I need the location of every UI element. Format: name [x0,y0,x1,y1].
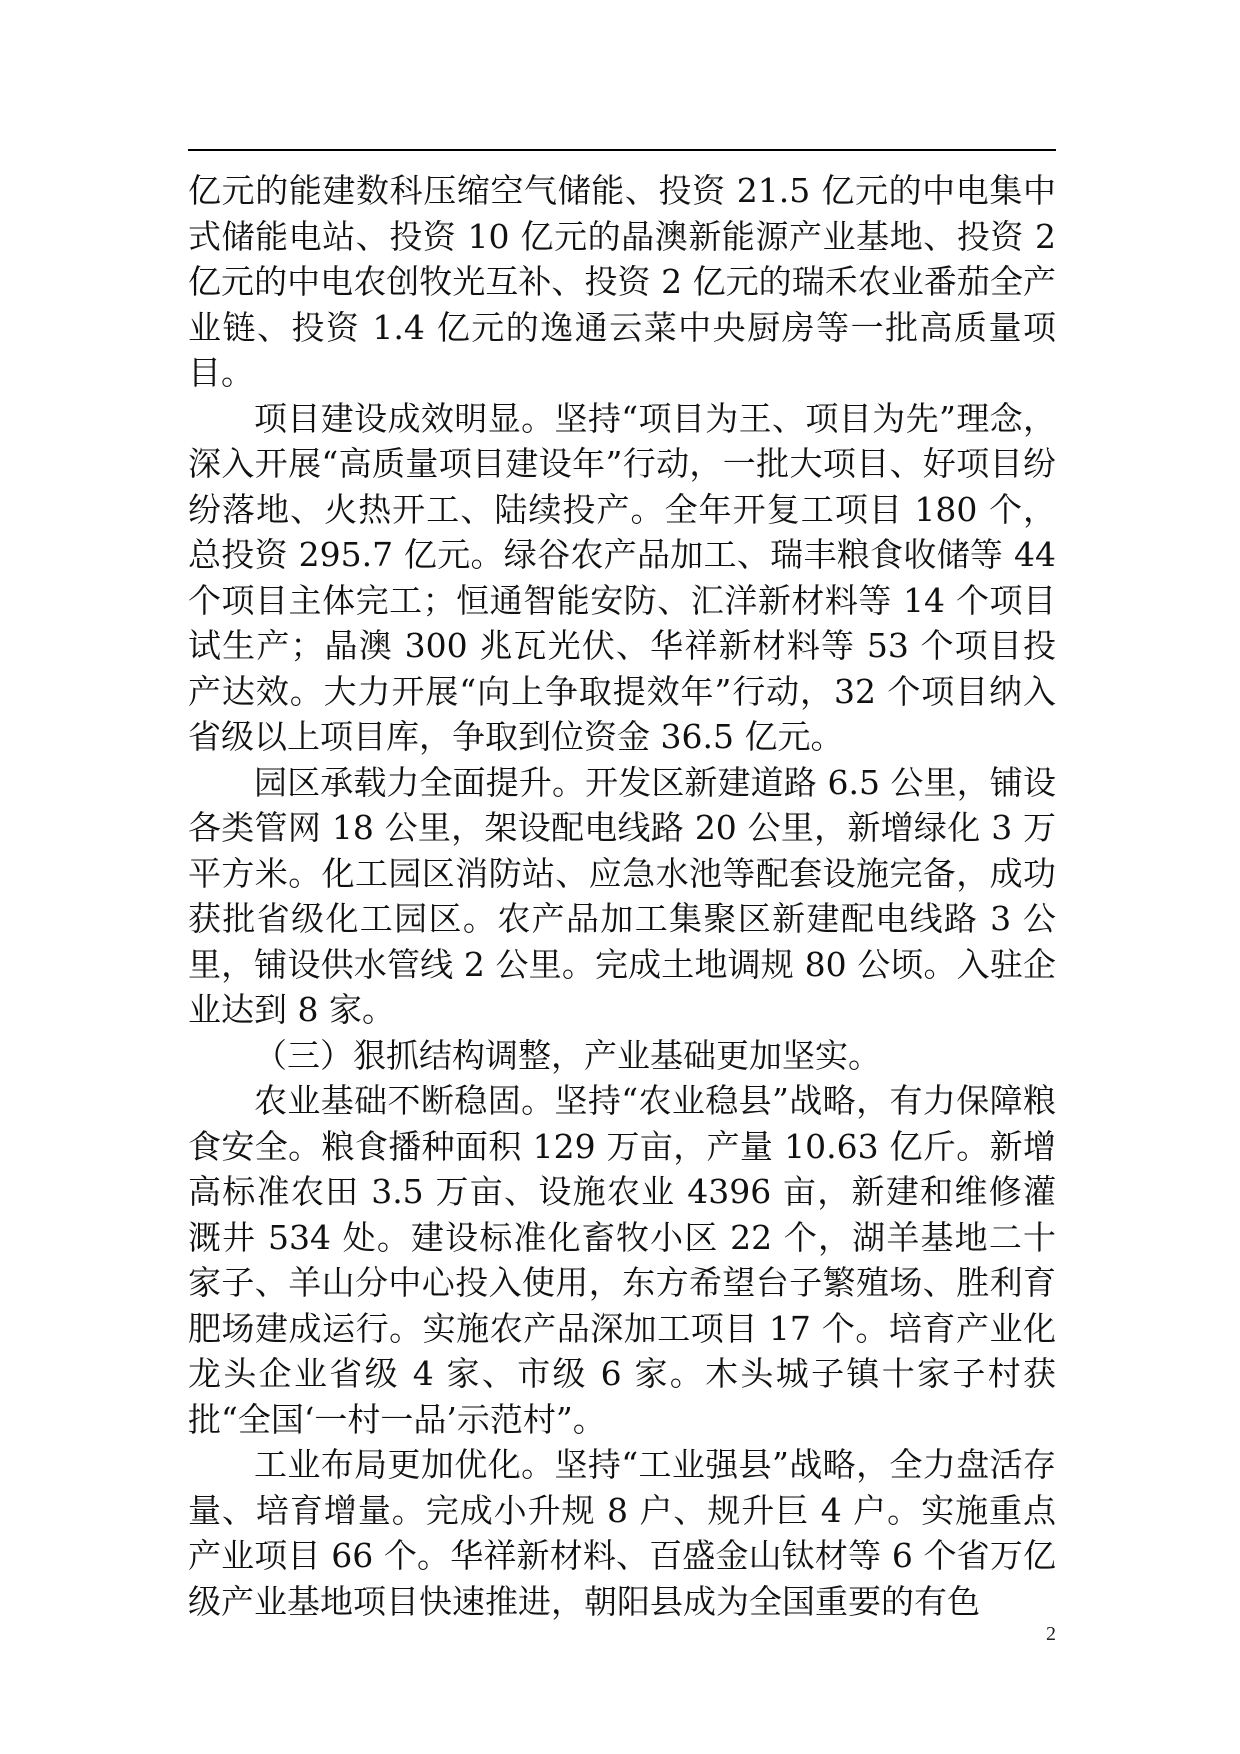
paragraph-park-capacity: 园区承载力全面提升。开发区新建道路 6.5 公里，铺设各类管网 18 公里，架设配电线路 20 公里，新增绿化 3 万平方米。化工园区消防站、应急水池等配套设施完备，成功获批省级化工园区。农产品加工集聚区新建配电线路 3 公里，铺设供水管线 2 公里。完成土地调规 80 公顷。入驻企业达到 8 家。 [188,762,1056,1029]
section-heading-structure-adjustment: （三）狠抓结构调整，产业基础更加坚实。 [254,1035,881,1075]
paragraph-agriculture: 农业基础不断稳固。坚持“农业稳县”战略，有力保障粮食安全。粮食播种面积 129 万亩，产量 10.63 亿斤。新增高标准农田 3.5 万亩、设施农业 4396 亩，新建和维修灌溉井 534 处。建设标准化畜牧小区 22 个，湖羊基地二十家子、羊山分中心投入使用，东方希望台子繁殖场、胜利育肥场建成运行。实施农产品深加工项目 17 个。培育产业化龙头企业省级 4 家、市级 6 家。木头城子镇十家子村获批“全国‘一村一品’示范村”。 [188,1081,1056,1439]
header-rule [188,149,1056,151]
body-text [188,168,1056,1624]
paragraph-industry: 工业布局更加优化。坚持“工业强县”战略，全力盘活存量、培育增量。完成小升规 8 户、规升巨 4 户。实施重点产业项目 66 个。华祥新材料、百盛金山钛材等 6 个省万亿级产业基地项目快速推进，朝阳县成为全国重要的有色 [188,1445,1056,1621]
paragraph-project-construction: 项目建设成效明显。坚持“项目为王、项目为先”理念，深入开展“高质量项目建设年”行动，一批大项目、好项目纷纷落地、火热开工、陆续投产。全年开复工项目 180 个，总投资 295.7 亿元。绿谷农产品加工、瑞丰粮食收储等 44 个项目主体完工；恒通智能安防、汇洋新材料等 14 个项目试生产；晶澳 300 兆瓦光伏、华祥新材料等 53 个项目投产达效。大力开展“向上争取提效年”行动，32 个项目纳入省级以上项目库，争取到位资金 36.5 亿元。 [188,398,1056,756]
paragraph-continuation: 亿元的能建数科压缩空气储能、投资 21.5 亿元的中电集中式储能电站、投资 10 亿元的晶澳新能源产业基地、投资 2 亿元的中电农创牧光互补、投资 2 亿元的瑞禾农业番茄全产业链、投资 1.4 亿元的逸通云菜中央厨房等一批高质量项目。 [188,171,1056,392]
page-number: 2 [1046,1623,1056,1645]
